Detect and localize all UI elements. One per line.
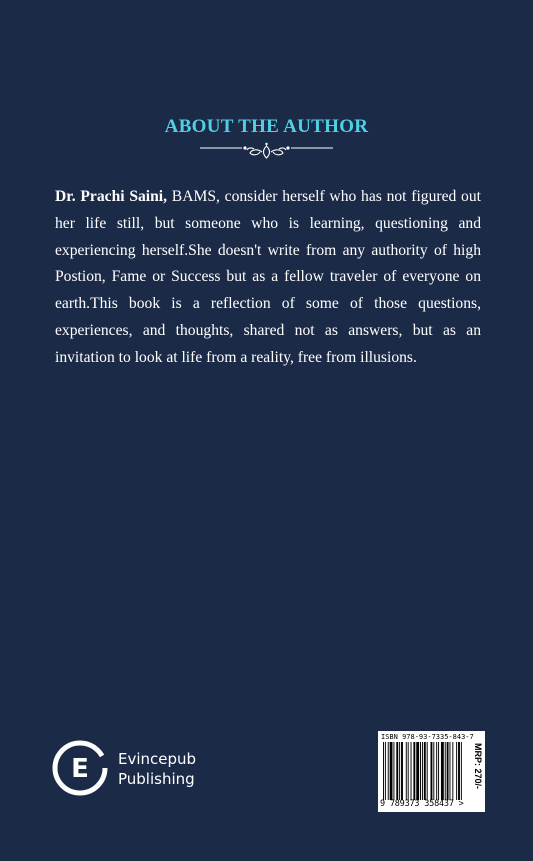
section-heading: ABOUT THE AUTHOR (164, 116, 369, 137)
price-label: MRP: 270/- (473, 743, 483, 790)
barcode-bars (383, 742, 466, 800)
author-name: Dr. Prachi Saini, (55, 188, 168, 205)
barcode-panel (378, 731, 485, 812)
publisher-name-line1: Evincepub (118, 750, 197, 768)
author-bio (55, 184, 481, 372)
logo-letter: E (71, 754, 89, 784)
publisher-logo (50, 738, 250, 800)
isbn-number: ISBN 978-93-7335-843-7 (381, 733, 474, 741)
barcode-digits: 9 789373 358437 > (380, 799, 464, 809)
author-bio-text: BAMS, consider herself who has not figured out her life still, but someone who is learning, questioning and experiencing herself.She doesn't write from any authority of high Postion, Fame or Success but as a fellow traveler of everyone on earth.This book is a reflection of some of those questions, experiences, and thoughts, shared not as answers, but as an invitation to look at life from a reality, free from illusions. (55, 188, 481, 366)
publisher-name-line2: Publishing (118, 770, 195, 788)
divider-ornament-icon (200, 140, 333, 162)
publisher-e-logo-icon (50, 738, 110, 798)
